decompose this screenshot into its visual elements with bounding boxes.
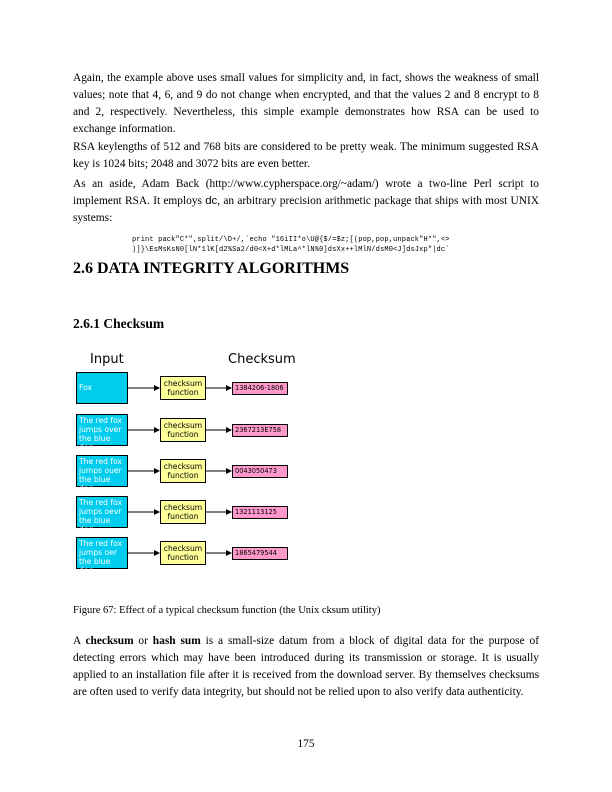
input-line: jumps oevr: [79, 507, 122, 516]
section-heading: 2.6 DATA INTEGRITY ALGORITHMS: [73, 260, 350, 277]
input-line: the blue dog: [79, 557, 111, 575]
function-label-line2: function: [167, 430, 199, 439]
input-line: the blue dog: [79, 434, 111, 452]
input-line: jumps over: [79, 425, 122, 434]
checksum-function-box: [160, 376, 206, 400]
figure-input-title: Input: [90, 352, 124, 367]
checksum-def-text-c: is a small-size datum from a block of digital data for the purpose of detecting errors which may have been introduced during its transmission or storage. It is usually applied to an installation file after it is received from the download server. By themselves checksums are often used to verify data integrity, but should not be relied upon to also verify data authenticity.: [73, 635, 539, 698]
subsection-heading: 2.6.1 Checksum: [73, 316, 165, 331]
paragraph-checksum-definition: [73, 633, 539, 701]
function-label-line2: function: [167, 471, 199, 480]
paragraph-rsa-keylengths: RSA keylengths of 512 and 768 bits are considered to be pretty weak. The minimum suggested RSA key is 1024 bits; 2048 and 3072 bits are even better.: [73, 141, 539, 170]
checksum-def-text-a: A: [73, 635, 86, 647]
input-line: The red fox: [79, 457, 122, 466]
function-label-line1: checksum: [163, 421, 203, 430]
page-number: 175: [297, 738, 315, 750]
term-checksum: checksum: [85, 635, 134, 647]
function-label-line1: checksum: [163, 462, 203, 471]
function-label-line2: function: [167, 388, 199, 397]
input-box: [76, 372, 128, 404]
checksum-function-box: [160, 541, 206, 565]
input-line: The red fox: [79, 416, 122, 425]
figure-checksum-title: Checksum: [228, 352, 296, 367]
term-hash-sum: hash sum: [152, 635, 201, 647]
function-label-line1: checksum: [163, 503, 203, 512]
checksum-output-box: 2367213E758: [232, 424, 288, 437]
dc-term: dc: [205, 195, 218, 207]
checksum-output-box: 0043050473: [232, 465, 288, 478]
input-line: Fox: [79, 383, 93, 392]
function-label-line2: function: [167, 553, 199, 562]
perl-code-line-2: )]}\EsMsKsN0[lN*1lK[d2%Sa2/d0<X+d*lMLa^*lN%0]dsXx++lMlN/dsM0<J]dsJxp"|dc`: [132, 246, 450, 254]
checksum-figure: [76, 352, 306, 578]
checksum-function-box: [160, 459, 206, 483]
input-box: [76, 496, 128, 534]
input-box: [76, 455, 128, 493]
paragraph-adam-back-text-a: As an aside, Adam Back (http://www.cypherspace.org/~adam/) wrote a two-line Perl script to implement RSA. It employs: [73, 178, 539, 207]
checksum-output-box: 1321113125: [232, 506, 288, 519]
input-line: the blue dog: [79, 475, 111, 493]
input-line: The red fox: [79, 498, 122, 507]
paragraph-adam-back-text-b: , an arbitrary precision arithmetic package that ships with most UNIX systems:: [73, 195, 539, 224]
function-label-line1: checksum: [163, 544, 203, 553]
paragraph-rsa-weakness: Again, the example above uses small values for simplicity and, in fact, shows the weakness of small values; note that 4, 6, and 9 do not change when encrypted, and that the values 2 and 8 encrypt to 8 and 2, respectively. Nevertheless, this simple example demonstrates how RSA can be used to exchange information.: [73, 72, 539, 135]
perl-code-line-1: print pack"C*",split/\D+/,`echo "16iII*o\U@{$/=$z;[(pop,pop,unpack"H*",<>: [132, 236, 450, 244]
input-box: [76, 414, 128, 452]
checksum-output-box: 1384206-1806: [232, 382, 288, 395]
checksum-output-box: 1865479544: [232, 547, 288, 560]
input-line: jumps oer: [79, 548, 117, 557]
input-box: [76, 537, 128, 575]
function-label-line2: function: [167, 512, 199, 521]
checksum-def-text-b: or: [133, 635, 153, 647]
input-line: The red fox: [79, 539, 122, 548]
function-label-line1: checksum: [163, 379, 203, 388]
input-line: jumps ouer: [79, 466, 122, 475]
paragraph-adam-back: [73, 176, 539, 227]
checksum-function-box: [160, 418, 206, 442]
figure-caption: Figure 67: Effect of a typical checksum function (the Unix cksum utility): [73, 605, 381, 616]
input-line: the blue dog: [79, 516, 111, 534]
checksum-function-box: [160, 500, 206, 524]
